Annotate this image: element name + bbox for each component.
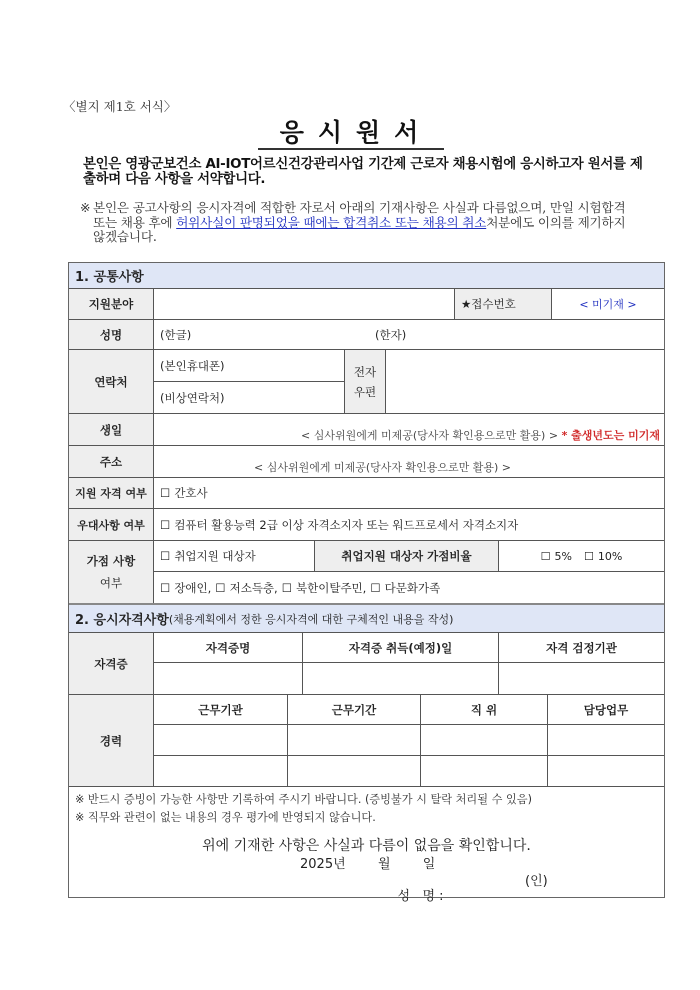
notice-highlight: 허위사실이 판명되었을 때에는 합격취소 또는 채용의 취소 xyxy=(176,214,487,230)
address-label: 주소 xyxy=(69,446,153,477)
rate-10-checkbox[interactable]: ☐ xyxy=(584,549,594,563)
career-position-input-1[interactable] xyxy=(421,725,547,755)
emergency-contact-input[interactable] xyxy=(154,382,344,413)
job-support-row xyxy=(154,541,314,571)
email-input[interactable] xyxy=(386,350,664,413)
cert-col-issuer: 자격 검정기관 xyxy=(546,640,617,655)
contact-label: 연락처 xyxy=(69,350,153,413)
rate-5-label: 5% xyxy=(554,549,572,563)
signature-label: 성 명 : xyxy=(397,889,444,904)
section-qualification-subtitle: (채용계획에서 정한 응시자격에 대한 구체적인 내용을 작성) xyxy=(168,612,454,626)
low-income-label: 저소득층, xyxy=(229,580,278,595)
email-label xyxy=(345,350,385,413)
seal-mark: (인) xyxy=(525,874,548,889)
notice-text-part1: 본인은 공고사항의 응시자격에 적합한 자로서 아래의 기재사항은 사실과 다름없으며, 만일 시험합격 또는 채용 후에 xyxy=(93,200,626,230)
nurse-label: 간호사 xyxy=(174,486,208,500)
computer-cert-checkbox[interactable]: ☐ xyxy=(160,517,171,532)
section-common-title: 1. 공통사항 xyxy=(75,270,144,285)
bonus-label xyxy=(69,541,153,603)
cert-date-input[interactable] xyxy=(303,663,498,694)
divider xyxy=(69,786,664,787)
section-qualification-header xyxy=(69,605,664,632)
footnote-relevance: ※ 직무와 관련이 없는 내용의 경우 평가에 반영되지 않습니다. xyxy=(75,811,376,824)
career-org-input-1[interactable] xyxy=(154,725,287,755)
career-period-input-2[interactable] xyxy=(288,756,420,786)
multicultural-checkbox[interactable]: ☐ xyxy=(370,580,381,595)
email-label-line2: 우편 xyxy=(353,384,377,399)
low-income-checkbox[interactable]: ☐ xyxy=(215,580,226,595)
cert-name-input[interactable] xyxy=(154,663,302,694)
address-input[interactable] xyxy=(154,446,664,477)
career-label: 경력 xyxy=(69,695,153,786)
pledge-statement: 본인은 영광군보건소 AI-IOT어르신건강관리사업 기간제 근로자 채용시험에 응시하고자 원서를 제출하며 다음 사항을 서약합니다. xyxy=(83,157,643,187)
name-label: 성명 xyxy=(69,320,153,349)
notice-statement xyxy=(80,201,640,245)
preference-label: 우대사항 여부 xyxy=(69,509,153,540)
certificate-label: 자격증 xyxy=(69,633,153,694)
job-support-checkbox[interactable]: ☐ xyxy=(160,549,171,563)
notice-mark: ※ xyxy=(80,200,91,215)
defector-label: 북한이탈주민, xyxy=(296,580,367,595)
bonus-rate-label: 취업지원 대상자 가점비율 xyxy=(315,541,498,571)
date-year: 2025년 xyxy=(300,857,346,872)
nurse-checkbox[interactable]: ☐ xyxy=(160,486,171,500)
mobile-input[interactable] xyxy=(154,350,344,381)
career-org-input-2[interactable] xyxy=(154,756,287,786)
birth-label: 생일 xyxy=(69,414,153,445)
birth-note-line xyxy=(301,427,660,443)
section-qualification-title: 2. 응시자격사항 xyxy=(75,613,169,628)
receipt-number-value: < 미기재 > xyxy=(579,298,637,311)
date-day: 일 xyxy=(422,857,436,872)
disabled-label: 장애인, xyxy=(174,580,212,595)
career-period-input-1[interactable] xyxy=(288,725,420,755)
qualification-label: 지원 자격 여부 xyxy=(69,478,153,508)
career-duty-input-1[interactable] xyxy=(548,725,664,755)
cert-col-date: 자격증 취득(예정)일 xyxy=(348,640,453,655)
preference-row xyxy=(154,509,664,540)
career-col-duty: 담당업무 xyxy=(583,702,629,717)
bonus-category-row xyxy=(154,572,664,603)
rate-10-label: 10% xyxy=(597,549,623,563)
disabled-checkbox[interactable]: ☐ xyxy=(160,580,171,595)
bonus-label-line1: 가점 사항 xyxy=(86,554,136,568)
receipt-number-label: ★접수번호 xyxy=(455,289,551,319)
birth-warning: * 출생년도는 미기재 xyxy=(561,429,660,442)
job-support-label: 취업지원 대상자 xyxy=(174,549,256,563)
notice-text-part2: 처분에도 이의를 제기하지 않겠습니다. xyxy=(93,214,626,244)
bonus-label-line2: 여부 xyxy=(99,576,123,590)
email-label-line1: 전자 xyxy=(353,364,377,379)
form-number-label: 〈별지 제1호 서식〉 xyxy=(63,99,177,114)
section-common-header xyxy=(69,263,664,288)
name-korean-input[interactable] xyxy=(154,320,369,349)
career-position-input-2[interactable] xyxy=(421,756,547,786)
signature-line xyxy=(381,870,581,934)
career-col-period: 근무기간 xyxy=(331,702,377,717)
multicultural-label: 다문화가족 xyxy=(384,580,441,595)
cert-col-name: 자격증명 xyxy=(205,640,251,655)
career-duty-input-2[interactable] xyxy=(548,756,664,786)
birth-note: < 심사위원에게 미제공(당사자 확인용으로만 활용) > xyxy=(301,429,559,442)
apply-field-input[interactable] xyxy=(154,289,454,319)
footnote-evidence: ※ 반드시 증빙이 가능한 사항만 기록하여 주시기 바랍니다. (증빙불가 시 탈락 처리될 수 있음) xyxy=(75,793,532,806)
name-hanja-label: (한자) xyxy=(375,327,407,342)
qualification-row xyxy=(154,478,664,508)
computer-cert-label: 컴퓨터 활용능력 2급 이상 자격소지자 또는 워드프로세서 자격소지자 xyxy=(174,517,519,532)
apply-field-label: 지원분야 xyxy=(69,289,153,319)
date-month: 월 xyxy=(377,857,391,872)
application-form-table xyxy=(68,262,665,904)
career-col-org: 근무기관 xyxy=(198,702,243,717)
rate-5-checkbox[interactable]: ☐ xyxy=(540,549,551,563)
page-title: 응시원서 xyxy=(258,119,444,150)
confirmation-text: 위에 기재한 사항은 사실과 다름이 없음을 확인합니다. xyxy=(202,838,531,854)
address-note: < 심사위원에게 미제공(당사자 확인용으로만 활용) > xyxy=(254,461,512,474)
name-hanja-input[interactable] xyxy=(369,320,664,349)
career-col-position: 직 위 xyxy=(470,702,498,717)
mobile-placeholder: (본인휴대폰) xyxy=(160,358,225,373)
birth-input[interactable] xyxy=(154,414,664,445)
bonus-rate-options xyxy=(499,541,664,571)
defector-checkbox[interactable]: ☐ xyxy=(281,580,293,595)
cert-issuer-input[interactable] xyxy=(499,663,664,694)
emergency-placeholder: (비상연락처) xyxy=(160,390,225,405)
name-korean-label: (한글) xyxy=(160,327,192,342)
